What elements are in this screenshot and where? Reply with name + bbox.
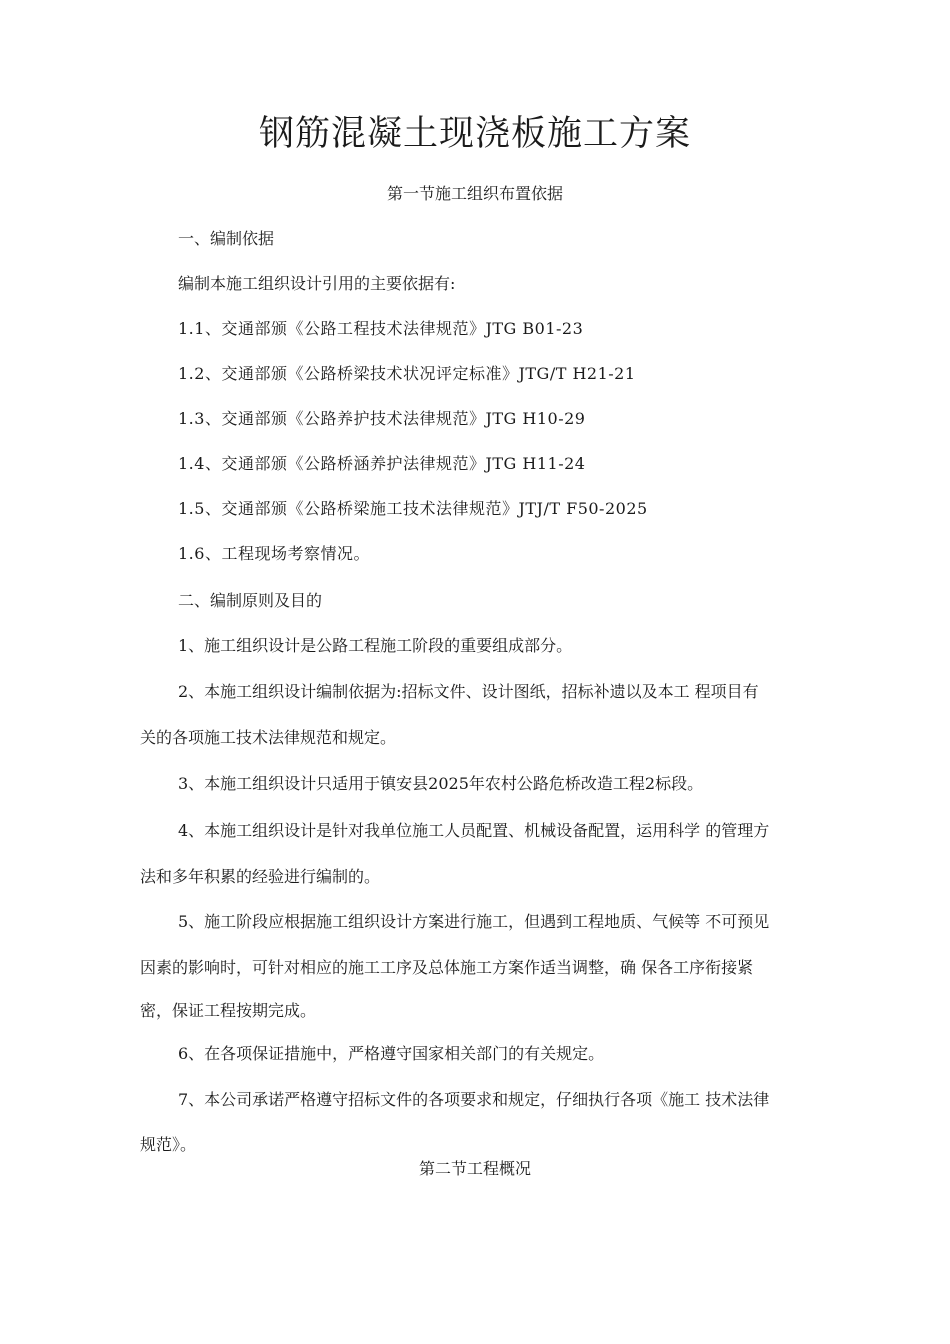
paragraph-line: 3、本施工组织设计只适用于镇安县2025年农村公路危桥改造工程2标段。 (178, 774, 704, 793)
reference-item: 1.3、交通部颁《公路养护技术法律规范》JTG H10-29 (178, 409, 586, 428)
part-heading: 一、编制依据 (178, 229, 275, 248)
paragraph-line: 1、施工组织设计是公路工程施工阶段的重要组成部分。 (178, 636, 573, 655)
document-title: 钢筋混凝土现浇板施工方案 (258, 114, 691, 154)
reference-item: 1.5、交通部颁《公路桥梁施工技术法律规范》JTJ/T F50-2025 (178, 499, 648, 518)
paragraph-line: 密，保证工程按期完成。 (140, 1001, 317, 1020)
paragraph-line: 法和多年积累的经验进行编制的。 (140, 867, 381, 886)
paragraph-line: 6、在各项保证措施中，严格遵守国家相关部门的有关规定。 (178, 1044, 605, 1063)
reference-item: 1.4、交通部颁《公路桥涵养护法律规范》JTG H11-24 (178, 454, 586, 473)
paragraph-line: 7、本公司承诺严格遵守招标文件的各项要求和规定，仔细执行各项《施工 技术法律 (178, 1090, 770, 1109)
paragraph-line: 5、施工阶段应根据施工组织设计方案进行施工，但遇到工程地质、气候等 不可预见 (178, 912, 770, 931)
paragraph-line: 4、本施工组织设计是针对我单位施工人员配置、机械设备配置，运用科学 的管理方 (178, 821, 770, 840)
reference-item: 1.1、交通部颁《公路工程技术法律规范》JTG B01-23 (178, 319, 584, 338)
reference-item: 1.6、工程现场考察情况。 (178, 544, 370, 563)
paragraph-line: 2、本施工组织设计编制依据为:招标文件、设计图纸，招标补遗以及本工 程项目有 (178, 682, 759, 701)
section-title: 第二节工程概况 (418, 1159, 531, 1178)
paragraph: 编制本施工组织设计引用的主要依据有: (178, 274, 456, 293)
paragraph-line: 因素的影响时，可针对相应的施工工序及总体施工方案作适当调整，确 保各工序衔接紧 (140, 958, 754, 977)
reference-item: 1.2、交通部颁《公路桥梁技术状况评定标准》JTG/T H21-21 (178, 364, 636, 383)
section-title: 第一节施工组织布置依据 (386, 184, 563, 203)
paragraph-line: 关的各项施工技术法律规范和规定。 (140, 728, 397, 747)
part-heading: 二、编制原则及目的 (178, 591, 323, 610)
paragraph-line: 规范》。 (140, 1135, 197, 1154)
